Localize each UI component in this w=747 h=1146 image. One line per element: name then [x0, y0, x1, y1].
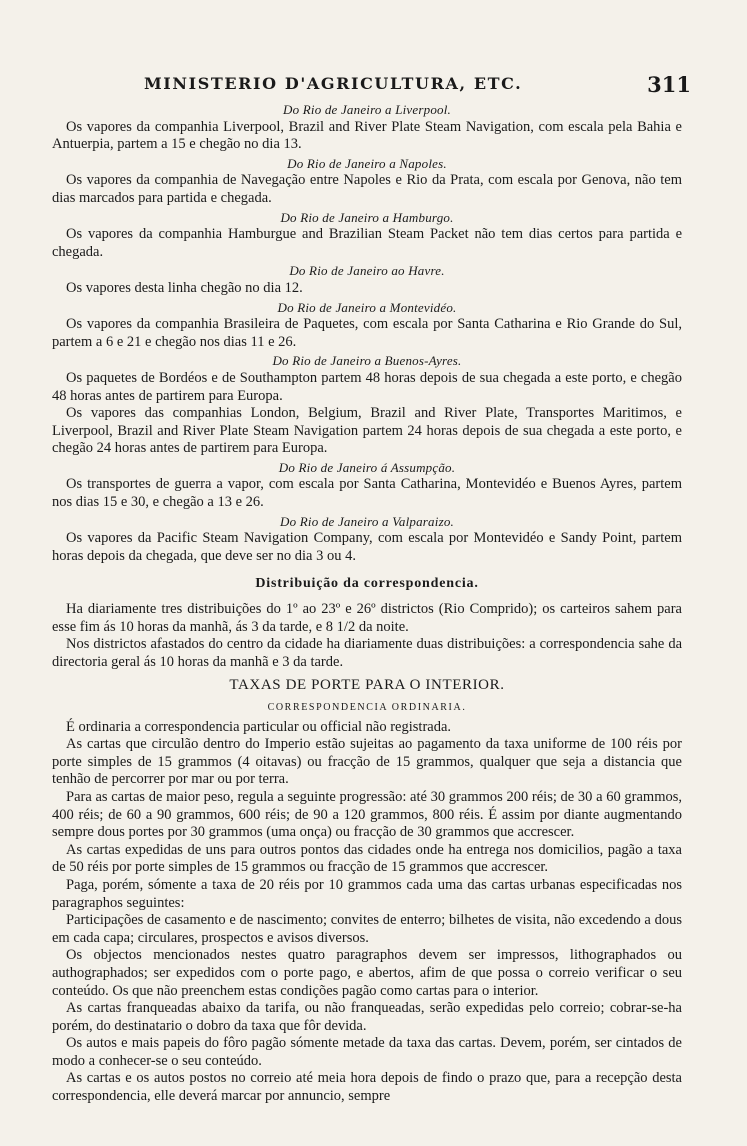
route-heading: Do Rio de Janeiro a Montevidéo. [277, 299, 457, 315]
route-paragraph: Os vapores da companhia de Navegação entre Napoles e Rio da Prata, com escala por Genova, não tem dias marcados para partida e chegada. [52, 172, 682, 206]
taxas-paragraph: É ordinaria a correspondencia particular ou official não registrada. [66, 718, 452, 735]
route-heading: Do Rio de Janeiro a Buenos-Ayres. [272, 353, 462, 369]
route-paragraph: Os vapores da companhia Brasileira de Paquetes, com escala por Santa Catharina e Rio Grande do Sul, partem a 6 e 21 e chegão nos dias 11 e 26. [52, 316, 682, 350]
running-title: MINISTERIO D'AGRICULTURA, ETC. [144, 74, 523, 93]
distribution-paragraph: Nos districtos afastados do centro da cidade ha diariamente duas distribuições: a correspondencia sahe da directoria geral ás 10 horas da manhã e 3 da tarde. [52, 636, 682, 670]
page-header [52, 72, 691, 102]
taxas-paragraph: Os autos e mais papeis do fôro pagão sómente metade da taxa das cartas. Devem, porém, ser cintados de modo a conhecer-se o seu conteúdo. [52, 1035, 682, 1069]
route-heading: Do Rio de Janeiro ao Havre. [289, 263, 445, 279]
route-paragraph: Os vapores da Pacific Steam Navigation Company, com escala por Montevidéo e Sandy Point, partem horas depois da chegada, que deve ser no dia 3 ou 4. [52, 530, 682, 564]
route-paragraph: Os vapores da companhia Hamburgue and Brazilian Steam Packet não tem dias certos para partida e chegada. [52, 226, 682, 260]
route-paragraph: Os paquetes de Bordéos e de Southampton partem 48 horas depois de sua chegada a este porto, e chegão 48 horas antes de partirem para Europa. [52, 369, 682, 404]
route-heading: Do Rio de Janeiro a Valparaizo. [280, 513, 454, 529]
taxas-paragraph: Para as cartas de maior peso, regula a seguinte progressão: até 30 grammos 200 réis; de 30 a 60 grammos, 400 réis; de 60 a 90 grammos, 600 réis; de 90 a 120 grammos, 800 réis. É assim por diante augmentando sempre dous portes por 30 grammos (uma onça) ou fracção de 30 grammos que accrescer. [52, 788, 682, 841]
route-paragraph: Os transportes de guerra a vapor, com escala por Santa Catharina, Montevidéo e Buenos Ayres, partem nos dias 15 e 30, e chegão a 13 e 26. [52, 476, 682, 511]
distribution-heading: Distribuição da correspondencia. [255, 576, 479, 592]
route-heading: Do Rio de Janeiro a Napoles. [287, 155, 447, 171]
route-paragraph: Os vapores desta linha chegão no dia 12. [66, 279, 303, 296]
route-heading: Do Rio de Janeiro a Liverpool. [283, 102, 451, 117]
route-paragraph: Os vapores da companhia Liverpool, Brazil and River Plate Steam Navigation, com escala pela Bahia e Antuerpia, partem a 15 e chegão no dia 13. [52, 118, 682, 153]
distribution-paragraph: Ha diariamente tres distribuições do 1º ao 23º e 26º districtos (Rio Comprido); os carteiros sahem para esse fim ás 10 horas da manhã, ás 3 da tarde, e 8 1/2 da noite. [52, 601, 682, 635]
page-number: 311 [647, 72, 691, 97]
taxas-paragraph: Os objectos mencionados nestes quatro paragraphos devem ser impressos, lithographados ou authographados; ser expedidos com o porte pago, e abertos, afim de que possa o correio verificar o seu conteúdo. Os que não preenchem estas condições pagão como cartas para o interior. [52, 947, 682, 999]
taxas-subheading: CORRESPONDENCIA ORDINARIA. [267, 702, 467, 713]
taxas-paragraph: Participações de casamento e de nascimento; convites de enterro; bilhetes de visita, não excedendo a dous em cada capa; circulares, prospectos e avisos diversos. [52, 912, 682, 946]
taxas-paragraph: Paga, porém, sómente a taxa de 20 réis por 10 grammos cada uma das cartas urbanas especificadas nos paragraphos seguintes: [52, 876, 682, 911]
taxas-paragraph: As cartas franqueadas abaixo da tarifa, ou não franqueadas, serão expedidas pelo correio; cobrar-se-ha porém, do destinatario o dobro da taxa que fôr devida. [52, 1000, 682, 1034]
taxas-paragraph: As cartas expedidas de uns para outros pontos das cidades onde ha entrega nos domicilios, pagão a taxa de 50 réis por porte simples de 15 grammos ou fracção de 15 grammos que accrescer. [52, 841, 682, 876]
page-body [52, 100, 682, 1106]
route-heading: Do Rio de Janeiro a Hamburgo. [280, 209, 454, 225]
taxas-paragraph: As cartas e os autos postos no correio até meia hora depois de findo o prazo que, para a recepção desta correspondencia, elle deverá marcar por annuncio, sempre [52, 1070, 682, 1105]
taxas-heading: TAXAS DE PORTE PARA O INTERIOR. [229, 677, 505, 694]
route-paragraph: Os vapores das companhias London, Belgium, Brazil and River Plate, Transportes Maritimos, e Liverpool, Brazil and River Plate Steam Navigation partem 24 horas depois de sua chegada a este porto, e chegão 24 horas antes de partirem para Europa. [52, 405, 682, 457]
taxas-paragraph: As cartas que circulão dentro do Imperio estão sujeitas ao pagamento da taxa uniforme de 100 réis por porte simples de 15 grammos (4 oitavas) ou fracção de 15 grammos, qualquer que seja a distancia que tenhão de percorrer por mar ou por terra. [52, 736, 682, 788]
route-heading: Do Rio de Janeiro á Assumpção. [278, 459, 456, 475]
